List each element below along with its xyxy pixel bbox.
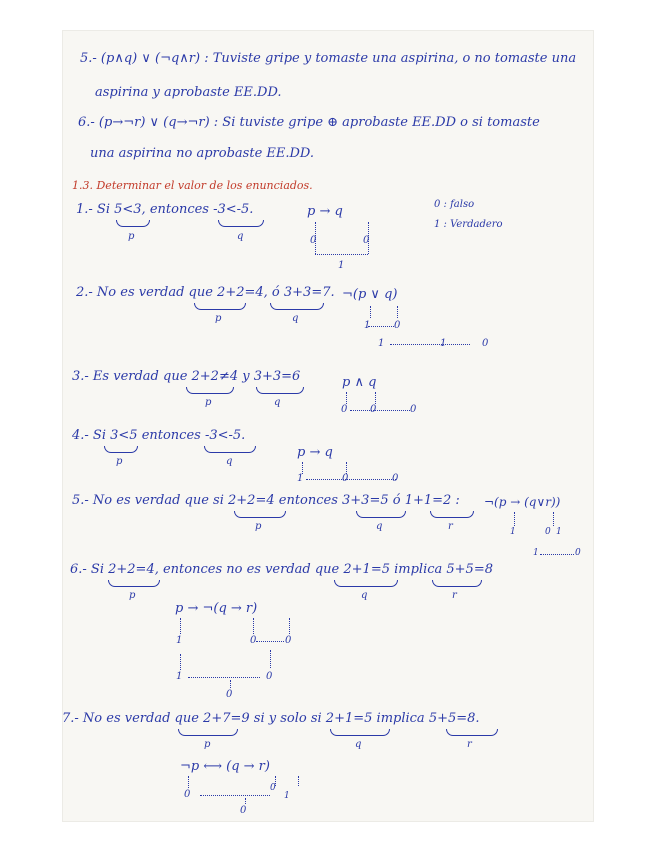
question-7: 7.- No es verdad que 2+7=9 si y solo si 2+1=5 implica 5+5=8. bbox=[62, 711, 480, 726]
truth-connector bbox=[200, 795, 270, 796]
brace-q bbox=[204, 446, 256, 453]
label-p: p bbox=[205, 397, 212, 408]
truth-value: 0 bbox=[575, 548, 581, 558]
truth-value: 1 bbox=[556, 527, 562, 537]
label-p: p bbox=[129, 590, 136, 601]
truth-connector bbox=[230, 680, 231, 688]
truth-value: 1 bbox=[176, 671, 183, 682]
label-q: q bbox=[226, 456, 233, 467]
label-q: q bbox=[376, 521, 383, 532]
brace-r bbox=[432, 580, 482, 587]
brace-q bbox=[356, 511, 406, 518]
question-5: 5.- No es verdad que si 2+2=4 entonces 3+3=5 ó 1+1=2 : bbox=[72, 493, 460, 508]
truth-value: 0 bbox=[370, 404, 377, 415]
label-q: q bbox=[361, 590, 368, 601]
line-5-cont: aspirina y aprobaste EE.DD. bbox=[95, 85, 282, 100]
brace-q bbox=[334, 580, 398, 587]
truth-connector bbox=[245, 798, 246, 804]
truth-value: 1 bbox=[364, 320, 371, 331]
truth-connector bbox=[370, 306, 371, 318]
truth-connector bbox=[350, 410, 410, 411]
brace-p bbox=[178, 729, 238, 736]
truth-value: 0 bbox=[270, 783, 276, 793]
truth-connector bbox=[553, 512, 554, 526]
question-1: 1.- Si 5<3, entonces -3<-5. bbox=[76, 202, 254, 217]
label-r: r bbox=[448, 521, 453, 532]
truth-connector bbox=[315, 254, 368, 255]
truth-value: 0 bbox=[482, 338, 489, 349]
truth-value: 1 bbox=[338, 260, 345, 271]
truth-connector bbox=[256, 641, 284, 642]
truth-value: 0 bbox=[342, 473, 349, 484]
label-r: r bbox=[467, 739, 472, 750]
line-6-cont: una aspirina no aprobaste EE.DD. bbox=[90, 146, 315, 161]
truth-value: 0 bbox=[266, 671, 273, 682]
formula-5: ¬(p → (q∨r)) bbox=[484, 495, 561, 509]
brace-p bbox=[108, 580, 160, 587]
truth-value: 1 bbox=[440, 338, 447, 349]
brace-q bbox=[330, 729, 390, 736]
truth-value: 1 bbox=[378, 338, 385, 349]
formula-1: p → q bbox=[307, 204, 343, 219]
truth-connector bbox=[180, 654, 181, 670]
section-heading: 1.3. Determinar el valor de los enunciados. bbox=[72, 179, 313, 192]
brace-p bbox=[234, 511, 286, 518]
truth-value: 0 bbox=[341, 404, 348, 415]
truth-value: 0 bbox=[285, 635, 292, 646]
truth-value: 0 bbox=[394, 320, 401, 331]
formula-3: p ∧ q bbox=[342, 375, 377, 390]
label-r: r bbox=[452, 590, 457, 601]
truth-value: 0 bbox=[250, 635, 257, 646]
truth-connector bbox=[188, 677, 260, 678]
truth-connector bbox=[540, 554, 574, 555]
label-p: p bbox=[255, 521, 262, 532]
question-2: 2.- No es verdad que 2+2=4, ó 3+3=7. bbox=[76, 285, 335, 300]
truth-value: 0 bbox=[310, 235, 317, 246]
line-6: 6.- (p→¬r) ∨ (q→¬r) : Si tuviste gripe ⊕ aprobaste EE.DD o si tomaste bbox=[78, 115, 540, 130]
formula-6: p → ¬(q → r) bbox=[175, 601, 258, 616]
truth-value: 0 bbox=[545, 527, 551, 537]
truth-connector bbox=[390, 344, 470, 345]
truth-value: 1 bbox=[176, 635, 183, 646]
truth-value: 1 bbox=[533, 548, 539, 558]
truth-connector bbox=[346, 392, 347, 404]
truth-value: 0 bbox=[363, 235, 370, 246]
truth-value: 0 bbox=[392, 473, 399, 484]
truth-connector bbox=[253, 618, 254, 634]
label-p: p bbox=[215, 313, 222, 324]
brace-r bbox=[446, 729, 498, 736]
truth-connector bbox=[397, 306, 398, 318]
line-5: 5.- (p∧q) ∨ (¬q∧r) : Tuviste gripe y tomaste una aspirina, o no tomaste una bbox=[80, 51, 577, 66]
truth-value: 0 bbox=[410, 404, 417, 415]
brace-p bbox=[116, 220, 150, 227]
truth-connector bbox=[306, 479, 396, 480]
brace-q bbox=[256, 387, 304, 394]
legend-false: 0 : falso bbox=[434, 199, 475, 210]
brace-r bbox=[430, 511, 474, 518]
question-6: 6.- Si 2+2=4, entonces no es verdad que 2+1=5 implica 5+5=8 bbox=[70, 562, 493, 577]
formula-7: ¬p ⟷ (q → r) bbox=[180, 759, 270, 774]
label-p: p bbox=[204, 739, 211, 750]
formula-4: p → q bbox=[297, 445, 333, 460]
truth-connector bbox=[514, 512, 515, 526]
brace-q bbox=[270, 303, 324, 310]
brace-p bbox=[194, 303, 246, 310]
label-q: q bbox=[237, 231, 244, 242]
truth-value: 0 bbox=[240, 805, 247, 816]
question-4: 4.- Si 3<5 entonces -3<-5. bbox=[72, 428, 246, 443]
truth-value: 0 bbox=[184, 789, 191, 800]
truth-connector bbox=[368, 326, 394, 327]
label-p: p bbox=[128, 231, 135, 242]
truth-value: 1 bbox=[284, 791, 290, 801]
legend-true: 1 : Verdadero bbox=[434, 219, 503, 230]
brace-p bbox=[186, 387, 234, 394]
truth-connector bbox=[375, 392, 376, 404]
truth-value: 1 bbox=[297, 473, 304, 484]
question-3: 3.- Es verdad que 2+2≠4 y 3+3=6 bbox=[72, 369, 301, 384]
truth-value: 0 bbox=[226, 689, 233, 700]
label-q: q bbox=[292, 313, 299, 324]
formula-2: ¬(p ∨ q) bbox=[342, 287, 398, 302]
truth-connector bbox=[180, 618, 181, 634]
truth-connector bbox=[289, 618, 290, 634]
truth-connector bbox=[188, 776, 189, 788]
brace-q bbox=[218, 220, 264, 227]
truth-value: 1 bbox=[510, 527, 516, 537]
label-q: q bbox=[274, 397, 281, 408]
label-p: p bbox=[116, 456, 123, 467]
truth-connector bbox=[298, 776, 299, 786]
label-q: q bbox=[355, 739, 362, 750]
brace-p bbox=[104, 446, 138, 453]
truth-connector bbox=[270, 650, 271, 668]
